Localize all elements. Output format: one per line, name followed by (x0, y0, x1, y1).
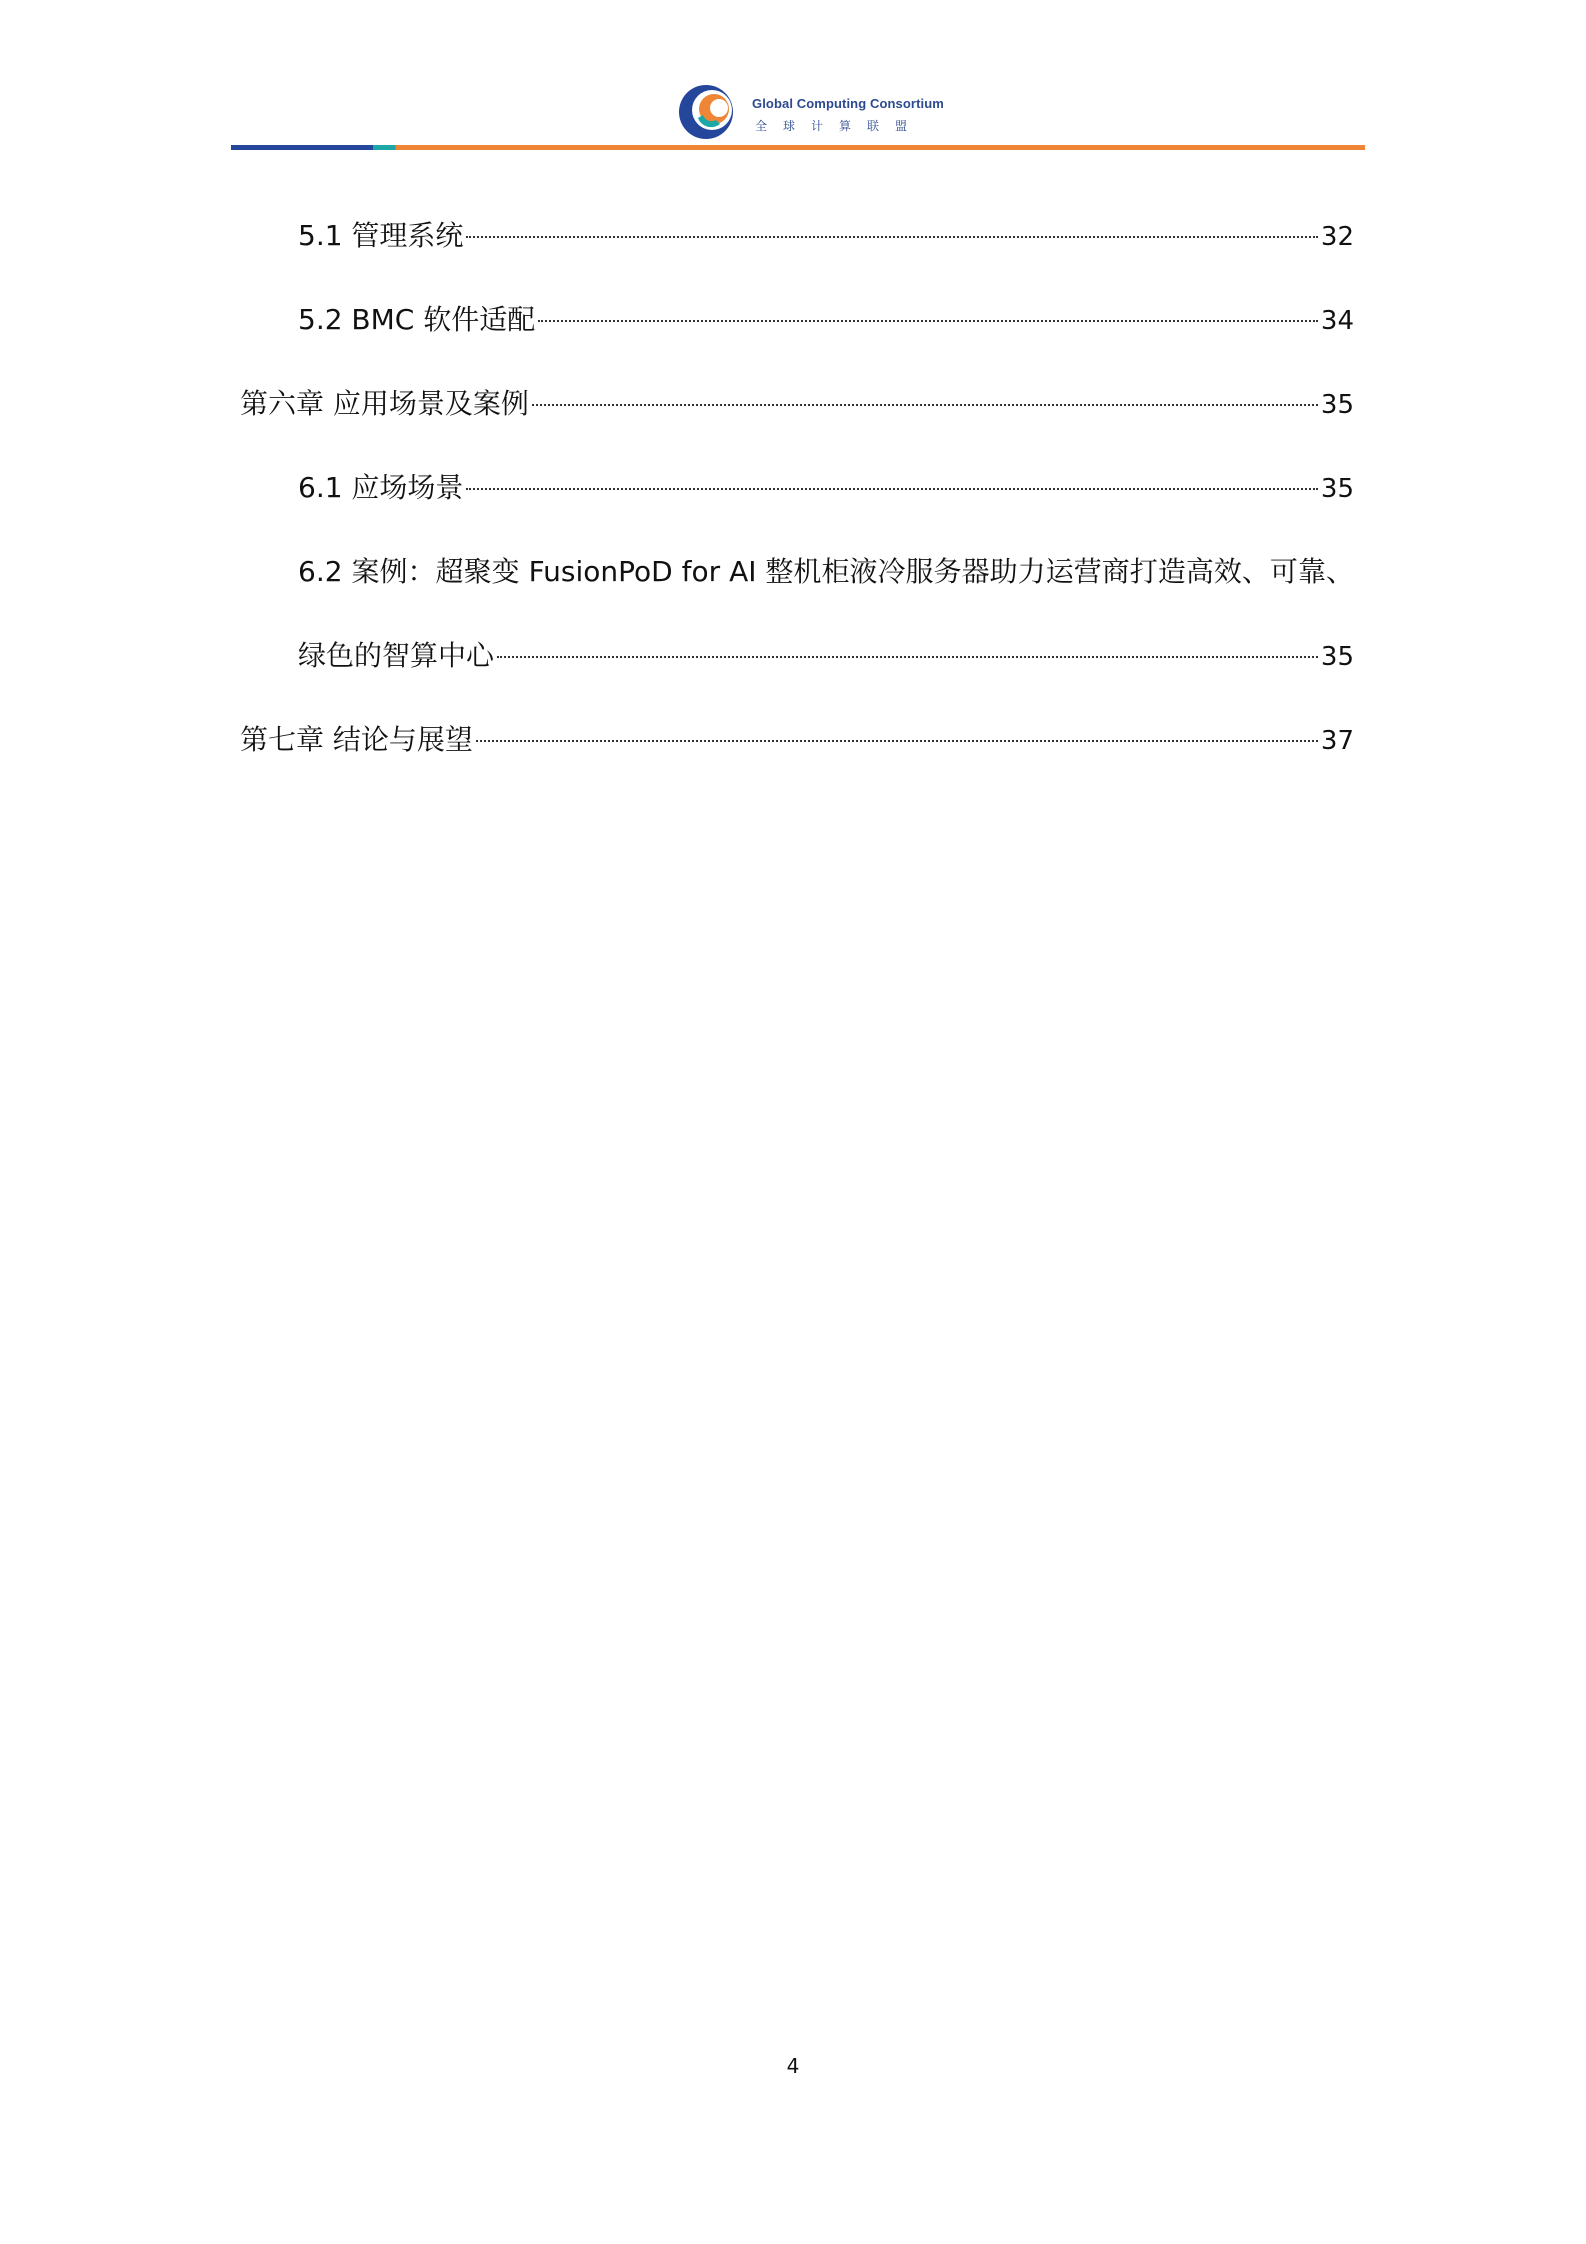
toc-entry-page: 37 (1320, 726, 1354, 756)
toc-entry-title: 5.2 BMC 软件适配 (298, 303, 536, 336)
toc-entry-title-line2: 绿色的智算中心 (298, 639, 495, 672)
consortium-logo (676, 82, 944, 142)
toc-entry-title: 6.1 应场场景 (298, 471, 464, 504)
toc-entry-wrapped-line[interactable] (298, 552, 1354, 592)
header-divider (231, 145, 1365, 150)
toc-entry[interactable] (298, 216, 1354, 257)
toc-entry-page: 35 (1320, 642, 1354, 672)
toc-leader-dots (476, 740, 1318, 742)
toc-entry-title: 第七章 结论与展望 (240, 723, 473, 756)
toc-entry-page: 35 (1320, 474, 1354, 504)
toc-entry[interactable] (240, 720, 1354, 761)
page-number: 4 (786, 2054, 800, 2078)
toc-entry-page: 34 (1320, 306, 1354, 336)
toc-entry-page: 32 (1320, 222, 1354, 252)
page-header (0, 0, 1586, 160)
toc-leader-dots (466, 488, 1317, 490)
toc-entry-page: 35 (1320, 390, 1354, 420)
toc-entry[interactable] (298, 468, 1354, 509)
toc-entry-title: 第六章 应用场景及案例 (240, 387, 529, 420)
toc-entry[interactable] (298, 636, 1354, 677)
toc-leader-dots (497, 656, 1318, 658)
logo-text-en: Global Computing Consortium (752, 96, 944, 111)
toc-entry-title: 5.1 管理系统 (298, 219, 464, 252)
toc-entry-title-line1: 6.2 案例：超聚变 FusionPoD for AI 整机柜液冷服务器助力运营商打造高效、可靠、 (298, 555, 1354, 588)
toc-entry[interactable] (240, 384, 1354, 425)
gcc-logo-icon (676, 82, 744, 142)
logo-text-cn: 全球计算联盟 (755, 119, 924, 133)
toc-leader-dots (466, 236, 1317, 238)
toc-leader-dots (532, 404, 1318, 406)
toc-leader-dots (538, 320, 1318, 322)
toc-entry[interactable] (298, 300, 1354, 341)
